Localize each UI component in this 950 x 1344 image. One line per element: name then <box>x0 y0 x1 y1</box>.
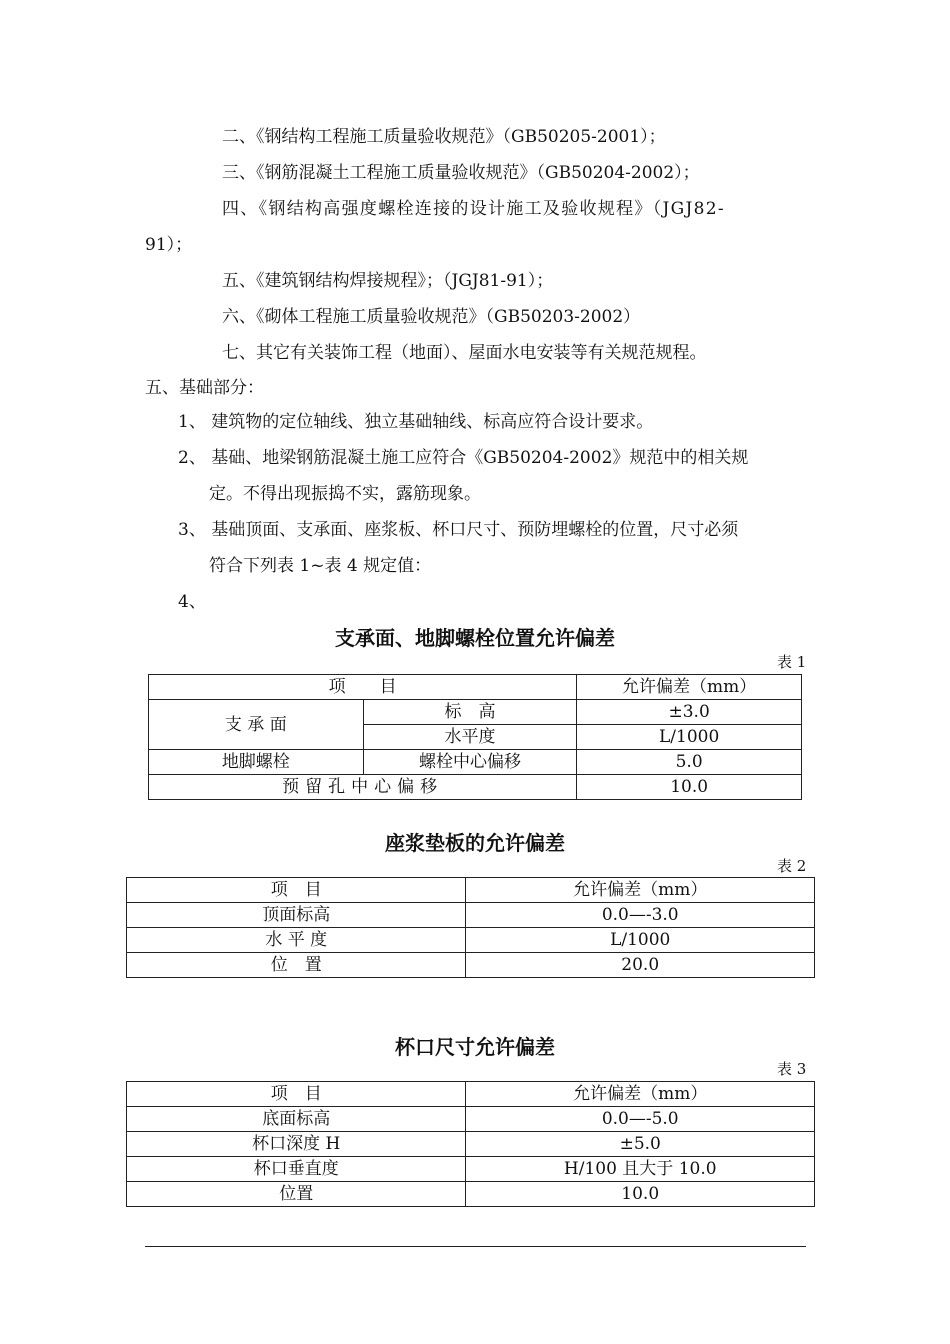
table-row <box>127 1107 815 1132</box>
table1-cell: L/1000 <box>577 725 802 750</box>
table2-header-row <box>127 878 815 903</box>
item-4: 4、 <box>178 592 206 612</box>
section-title: 五、基础部分： <box>145 378 264 398</box>
table2-cell: 水 平 度 <box>127 928 466 953</box>
table2-header-dev: 允许偏差（mm） <box>466 878 815 903</box>
item-2-cont: 定。不得出现振捣不实，露筋现象。 <box>209 484 481 504</box>
table1-group-support: 支 承 面 <box>149 700 364 750</box>
table-row <box>127 1132 815 1157</box>
table1-cell: 预留孔中心偏移 <box>149 775 577 800</box>
table1-group-bolt: 地脚螺栓 <box>149 750 364 775</box>
table3-header-dev: 允许偏差（mm） <box>466 1082 815 1107</box>
standard-2: 二、《钢结构工程施工质量验收规范》（GB50205-2001）； <box>222 127 666 147</box>
table3-label: 表 3 <box>777 1060 807 1078</box>
table-row <box>127 1157 815 1182</box>
item-1: 1、 建筑物的定位轴线、独立基础轴线、标高应符合设计要求。 <box>178 412 654 432</box>
table3-cell: H/100 且大于 10.0 <box>466 1157 815 1182</box>
table3-cell: 位置 <box>127 1182 466 1207</box>
table-row <box>149 775 802 800</box>
table-row <box>127 928 815 953</box>
table2-cell: 20.0 <box>466 953 815 978</box>
item-2: 2、 基础、地梁钢筋混凝土施工应符合《GB50204-2002》规范中的相关规 <box>178 448 749 468</box>
table3-header-item: 项 目 <box>127 1082 466 1107</box>
item-3-cont: 符合下列表 1~表 4 规定值： <box>209 556 432 576</box>
table3-cell: 0.0—-5.0 <box>466 1107 815 1132</box>
table1-header-item: 项 目 <box>149 675 577 700</box>
standard-5: 五、《建筑钢结构焊接规程》；（JGJ81-91）； <box>222 271 554 291</box>
table1-cell: 标 高 <box>363 700 577 725</box>
table3-title: 杯口尺寸允许偏差 <box>395 1035 555 1059</box>
table2-cell: 位 置 <box>127 953 466 978</box>
table1-header-row <box>149 675 802 700</box>
table3-header-row <box>127 1082 815 1107</box>
table3-cell: 杯口深度 H <box>127 1132 466 1157</box>
table2-cell: L/1000 <box>466 928 815 953</box>
table-row <box>127 1182 815 1207</box>
table2-cell: 0.0—-3.0 <box>466 903 815 928</box>
table2-title: 座浆垫板的允许偏差 <box>385 831 565 855</box>
table-row <box>127 953 815 978</box>
footer-divider <box>145 1246 806 1247</box>
standard-4: 四、《钢结构高强度螺栓连接的设计施工及验收规程》（JGJ82- <box>222 199 725 219</box>
table2 <box>126 877 815 978</box>
table2-header-item: 项 目 <box>127 878 466 903</box>
table3 <box>126 1081 815 1207</box>
table-row <box>127 903 815 928</box>
table3-cell: 杯口垂直度 <box>127 1157 466 1182</box>
table-row <box>149 700 802 725</box>
standard-7: 七、其它有关装饰工程（地面）、屋面水电安装等有关规范规程。 <box>222 343 707 363</box>
table3-cell: 10.0 <box>466 1182 815 1207</box>
table1 <box>148 674 802 800</box>
table2-label: 表 2 <box>777 857 807 875</box>
table1-cell: 螺栓中心偏移 <box>363 750 577 775</box>
standard-4-cont: 91）； <box>145 235 193 255</box>
table1-cell: 水平度 <box>363 725 577 750</box>
table3-cell: 底面标高 <box>127 1107 466 1132</box>
item-3: 3、 基础顶面、支承面、座浆板、杯口尺寸、预防埋螺栓的位置，尺寸必须 <box>178 520 739 540</box>
table1-title: 支承面、地脚螺栓位置允许偏差 <box>335 626 615 650</box>
standard-3: 三、《钢筋混凝土工程施工质量验收规范》（GB50204-2002）； <box>222 163 700 183</box>
table2-cell: 顶面标高 <box>127 903 466 928</box>
table1-cell: 5.0 <box>577 750 802 775</box>
standard-6: 六、《砌体工程施工质量验收规范》（GB50203-2002） <box>222 307 641 327</box>
table1-cell: ±3.0 <box>577 700 802 725</box>
table1-header-dev: 允许偏差（mm） <box>577 675 802 700</box>
table3-cell: ±5.0 <box>466 1132 815 1157</box>
table1-label: 表 1 <box>777 653 807 671</box>
table-row <box>149 750 802 775</box>
table1-cell: 10.0 <box>577 775 802 800</box>
